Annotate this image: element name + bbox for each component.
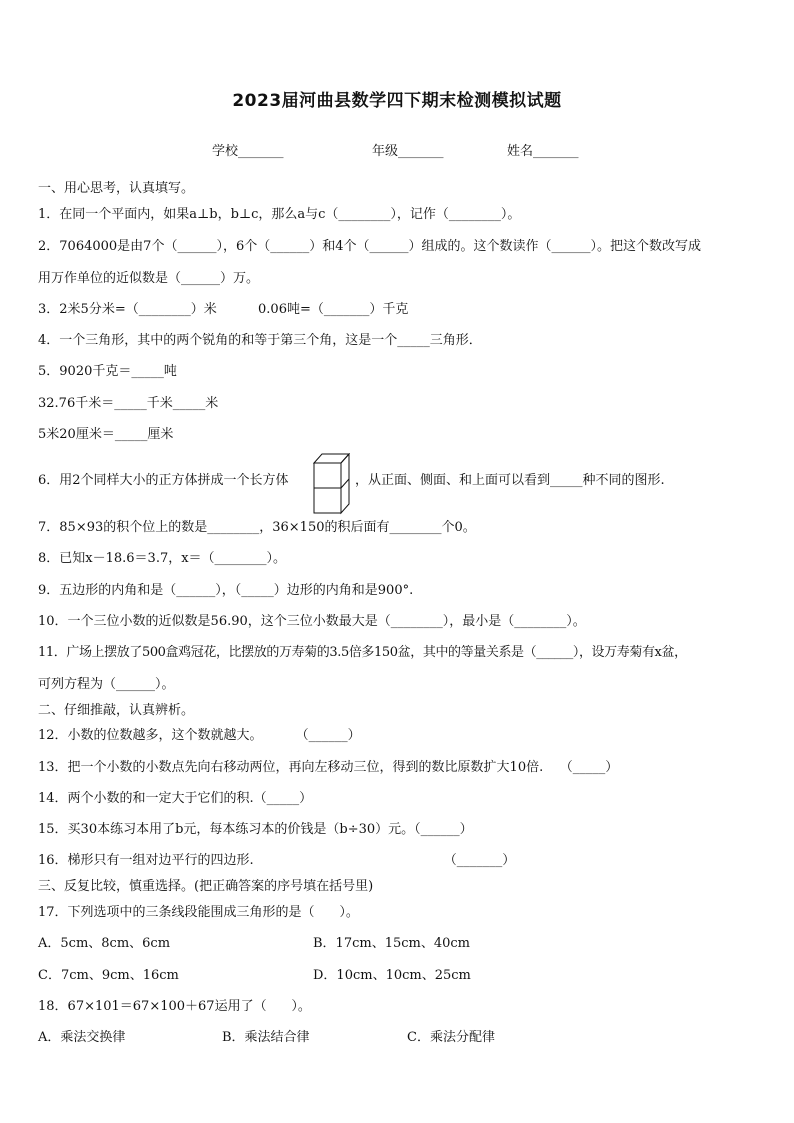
- question-17-option-a: A．5cm、8cm、6cm: [38, 936, 171, 951]
- section-heading-1: 一、用心思考，认真填写。: [38, 181, 195, 196]
- question-2-continued: 用万作单位的近似数是（______）万。: [38, 271, 260, 286]
- question-18-option-b: B．乘法结合律: [222, 1030, 310, 1045]
- question-5-part-3: 5米20厘米＝_____厘米: [38, 427, 174, 442]
- grade-field: 年级_______: [372, 144, 444, 159]
- question-10: 10．一个三位小数的近似数是56.90，这个三位小数最大是（________），最小是（________）。: [38, 614, 586, 629]
- question-17-option-d: D．10cm、10cm、25cm: [313, 968, 471, 983]
- page-title: 2023届河曲县数学四下期末检测模拟试题: [232, 91, 562, 111]
- question-16: 16．梯形只有一组对边平行的四边形. （_______）: [38, 853, 516, 868]
- question-18-option-c: C．乘法分配律: [407, 1030, 495, 1045]
- question-8: 8．已知x－18.6＝3.7，x＝（________）。: [38, 551, 287, 566]
- question-17-option-c: C．7cm、9cm、16cm: [38, 968, 179, 983]
- section-heading-2: 二、仔细推敲，认真辨析。: [38, 703, 195, 718]
- question-6-part-1: 6．用2个同样大小的正方体拼成一个长方体: [38, 473, 289, 488]
- question-18: 18．67×101＝67×100＋67运用了（ ）。: [38, 999, 311, 1014]
- question-11: 11．广场上摆放了500盒鸡冠花，比摆放的万寿菊的3.5倍多150盆，其中的等量关系是（______），设万寿菊有x盆，: [38, 645, 687, 660]
- question-11-continued: 可列方程为（______）。: [38, 677, 175, 692]
- question-7: 7．85×93的积个位上的数是________，36×150的积后面有________个0。: [38, 520, 476, 535]
- question-17: 17．下列选项中的三条线段能围成三角形的是（ ）。: [38, 905, 359, 920]
- question-9: 9．五边形的内角和是（______），（_____）边形的内角和是900°.: [38, 583, 414, 598]
- question-3: 3．2米5分米=（________）米 0.06吨=（_______）千克: [38, 302, 409, 317]
- cuboid-figure: [313, 453, 353, 515]
- question-4: 4．一个三角形，其中的两个锐角的和等于第三个角，这是一个_____三角形．: [38, 333, 482, 348]
- question-14: 14．两个小数的和一定大于它们的积.（_____）: [38, 791, 313, 806]
- name-field: 姓名_______: [507, 144, 579, 159]
- school-field: 学校_______: [212, 144, 284, 159]
- question-12: 12．小数的位数越多，这个数就越大。 （______）: [38, 728, 361, 743]
- question-15: 15．买30本练习本用了b元，每本练习本的价钱是（b÷30）元。（______）: [38, 822, 473, 837]
- question-2: 2．7064000是由7个（______），6个（______）和4个（______）组成的。这个数读作（______）。把这个数改写成: [38, 239, 701, 254]
- question-6-part-2: ，从正面、侧面、和上面可以看到_____种不同的图形.: [355, 473, 665, 488]
- question-1: 1．在同一个平面内，如果a⊥b，b⊥c，那么a与c（________），记作（________）。: [38, 207, 521, 222]
- question-13: 13．把一个小数的小数点先向右移动两位，再向左移动三位，得到的数比原数扩大10倍. （_____）: [38, 760, 619, 775]
- section-heading-3: 三、反复比较，慎重选择。(把正确答案的序号填在括号里): [38, 879, 374, 894]
- question-5: 5．9020千克＝_____吨: [38, 364, 177, 379]
- question-5-part-2: 32.76千米＝_____千米_____米: [38, 396, 219, 411]
- question-17-option-b: B．17cm、15cm、40cm: [313, 936, 471, 951]
- question-18-option-a: A．乘法交换律: [38, 1030, 126, 1045]
